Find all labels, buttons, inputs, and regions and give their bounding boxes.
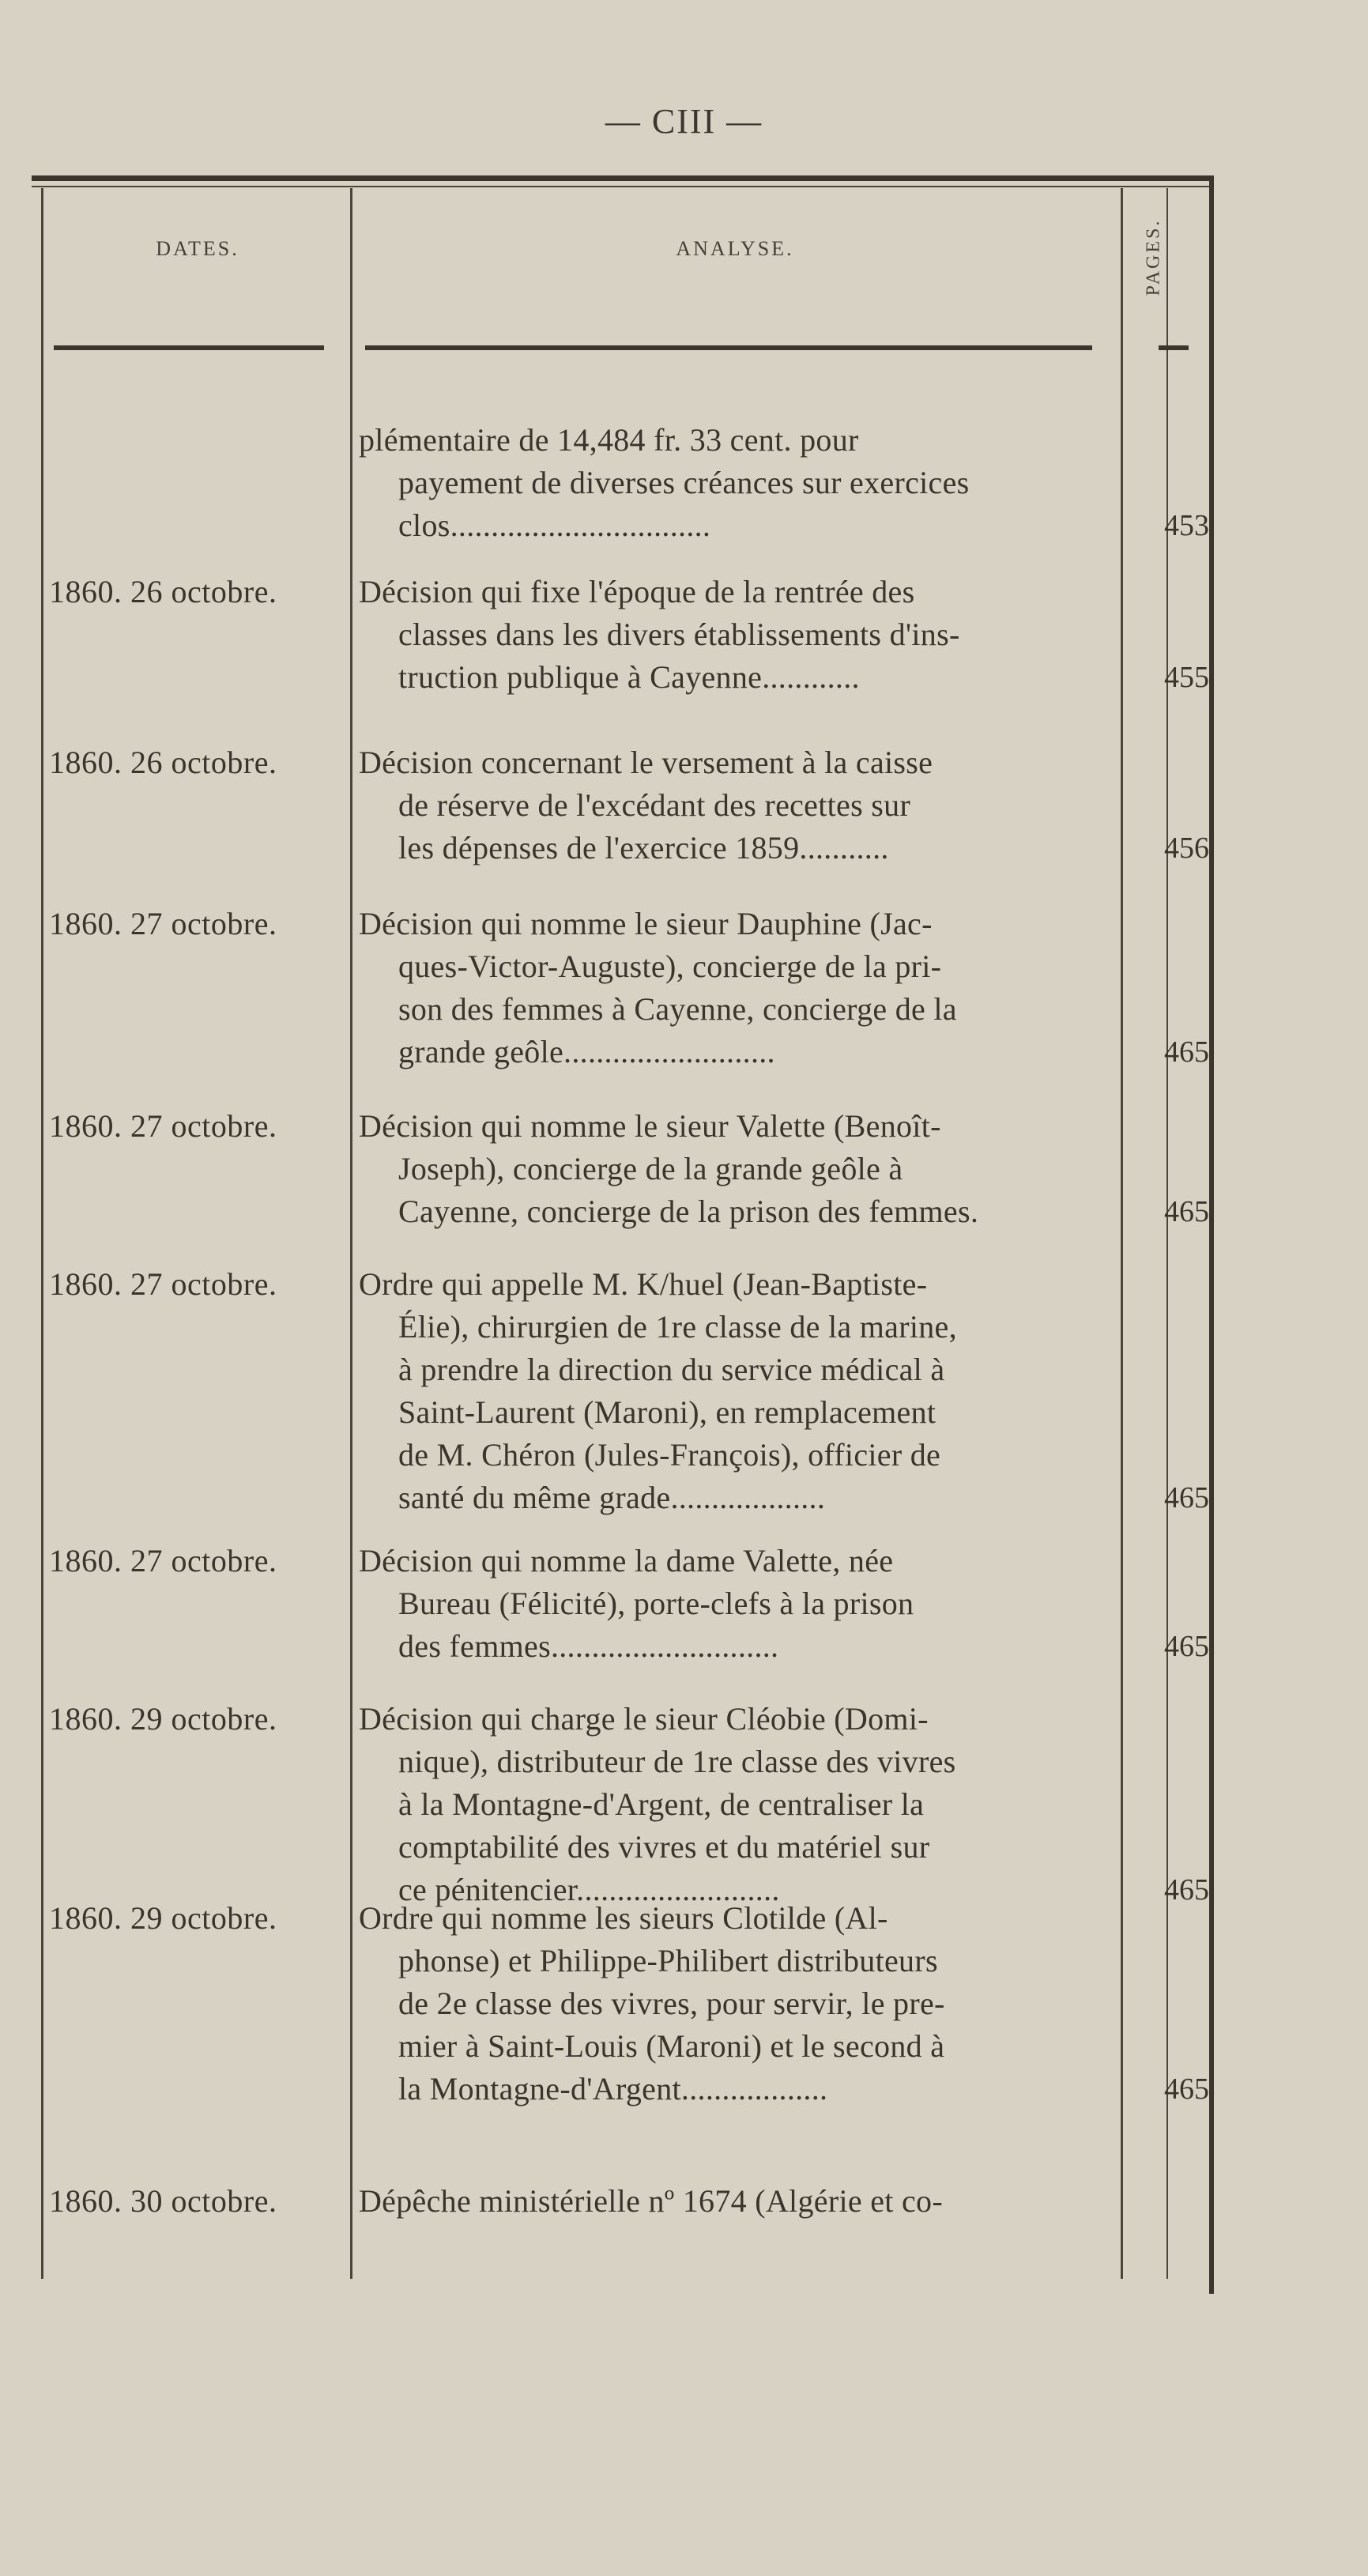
entry-date: 1860. 27 octobre.: [49, 1266, 277, 1302]
entry-line: comptabilité des vivres et du matériel sur: [398, 1829, 930, 1865]
entry-date: 1860. 27 octobre.: [49, 1543, 277, 1578]
entry-page: 465: [1164, 1195, 1209, 1228]
entry-line: de 2e classe des vivres, pour servir, le pre-: [398, 1986, 945, 2021]
entry-analysis: [359, 1263, 1110, 1519]
entry-line: les dépenses de l'exercice 1859...........: [398, 830, 889, 866]
entry-date: 1860. 26 octobre.: [49, 745, 277, 780]
entry-date: 1860. 26 octobre.: [49, 574, 277, 609]
entry-line: ques-Victor-Auguste), concierge de la pri-: [398, 949, 942, 984]
entry-line: à la Montagne-d'Argent, de centraliser la: [398, 1786, 925, 1822]
entry-line: Décision concernant le versement à la caisse: [359, 745, 933, 780]
entry-line: Ordre qui nomme les sieurs Clotilde (Al-: [359, 1900, 888, 1936]
entry-line: Décision qui nomme le sieur Dauphine (Jac-: [359, 906, 933, 941]
table-right-border: [1209, 175, 1214, 2294]
entry-analysis: [359, 2180, 1110, 2223]
entry-date: 1860. 27 octobre.: [49, 906, 277, 941]
entry-analysis: [359, 1897, 1110, 2110]
entry-page: 465: [1164, 2072, 1209, 2106]
entry-line: Décision qui charge le sieur Cléobie (Domi-: [359, 1701, 929, 1737]
entry-date: 1860. 29 octobre.: [49, 1900, 277, 1936]
entry-line: phonse) et Philippe-Philibert distributeurs: [398, 1943, 938, 1978]
entry-line: mier à Saint-Louis (Maroni) et le second à: [398, 2028, 945, 2064]
entry-line: à prendre la direction du service médical à: [398, 1352, 945, 1387]
entry-line: Joseph), concierge de la grande geôle à: [398, 1151, 903, 1186]
entry-date: 1860. 30 octobre.: [49, 2183, 277, 2219]
entry-line: grande geôle..........................: [398, 1034, 775, 1069]
page-number: — CIII —: [605, 102, 763, 141]
entry-page: 465: [1164, 1481, 1209, 1514]
entry-analysis: [359, 741, 1110, 869]
entry-line: des femmes............................: [398, 1628, 779, 1664]
entry-date: 1860. 27 octobre.: [49, 1108, 277, 1144]
column-divider-left: [41, 188, 43, 2279]
entry-page: 456: [1164, 832, 1209, 865]
entry-line: classes dans les divers établissements d'ins-: [398, 617, 960, 652]
header-dates: DATES.: [156, 237, 239, 260]
entry-line: Bureau (Félicité), porte-clefs à la prison: [398, 1586, 914, 1621]
header-rule-analyse: [365, 345, 1092, 350]
entry-line: nique), distributeur de 1re classe des vivres: [398, 1744, 956, 1779]
entry-line: Décision qui nomme la dame Valette, née: [359, 1543, 894, 1578]
entry-line: Saint-Laurent (Maroni), en remplacement: [398, 1394, 936, 1430]
entry-line: Décision qui fixe l'époque de la rentrée des: [359, 574, 915, 609]
entry-line: payement de diverses créances sur exercices: [398, 465, 970, 500]
entry-line: Élie), chirurgien de 1re classe de la marine,: [398, 1309, 957, 1345]
column-divider-dates: [350, 188, 352, 2279]
entry-line: Ordre qui appelle M. K/huel (Jean-Baptiste-: [359, 1266, 928, 1302]
entry-line: truction publique à Cayenne............: [398, 659, 860, 695]
entry-page: 465: [1164, 1035, 1209, 1069]
entry-page: 465: [1164, 1630, 1209, 1663]
header-analyse: ANALYSE.: [676, 237, 794, 260]
entry-line: la Montagne-d'Argent..................: [398, 2071, 828, 2106]
header-pages: PAGES.: [1143, 218, 1164, 296]
entry-line: Décision qui nomme le sieur Valette (Benoît-: [359, 1108, 941, 1144]
entry-page: 453: [1164, 509, 1209, 542]
entry-page: 465: [1164, 1873, 1209, 1907]
entry-line: son des femmes à Cayenne, concierge de la: [398, 991, 957, 1027]
entry-analysis: [359, 903, 1110, 1073]
entry-analysis: [359, 1105, 1110, 1233]
entry-line: Dépêche ministérielle nº 1674 (Algérie et co-: [359, 2183, 943, 2219]
entry-line: de M. Chéron (Jules-François), officier de: [398, 1437, 941, 1473]
column-divider-pages: [1166, 188, 1168, 2279]
entry-line: santé du même grade...................: [398, 1480, 826, 1515]
entry-analysis: [359, 571, 1110, 699]
entry-line: Cayenne, concierge de la prison des femmes.: [398, 1194, 979, 1229]
entry-line: de réserve de l'excédant des recettes sur: [398, 787, 911, 823]
entry-analysis: [359, 1540, 1110, 1668]
header-rule-dates: [54, 345, 324, 350]
entry-analysis: [359, 1698, 1110, 1911]
entry-line: plémentaire de 14,484 fr. 33 cent. pour: [359, 422, 859, 458]
column-divider-analyse: [1121, 188, 1123, 2279]
header-rule-pages: [1159, 345, 1189, 350]
entry-page: 455: [1164, 661, 1209, 694]
entry-analysis: [359, 419, 1110, 547]
entry-date: 1860. 29 octobre.: [49, 1701, 277, 1737]
entry-line: clos................................: [398, 507, 711, 543]
entry-line: ce pénitencier.........................: [398, 1872, 780, 1907]
